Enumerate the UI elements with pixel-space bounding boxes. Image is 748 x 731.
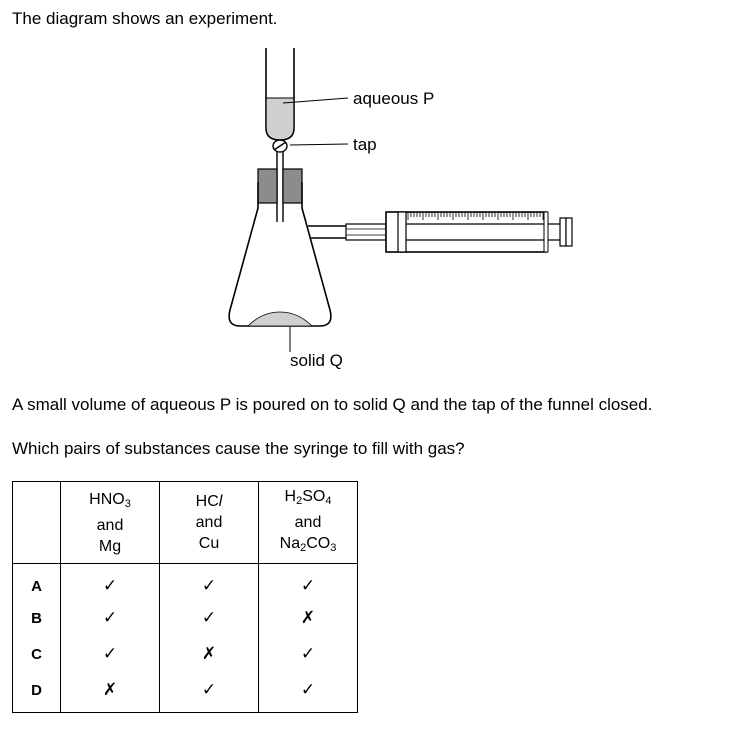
header-col-3-and: and [294,514,322,531]
tap [273,140,287,152]
cross-mark: ✗ [259,600,358,636]
row-letter: A [13,564,61,601]
table-row [13,672,358,713]
conical-flask [229,182,348,326]
row-letter: C [13,636,61,672]
answer-table [12,481,358,713]
header-blank [13,482,61,564]
tick-mark: ✓ [259,564,358,601]
tick-mark: ✓ [160,564,259,601]
stopper [258,169,302,203]
connector-tube [346,224,386,240]
instruction-paragraph: A small volume of aqueous P is poured on to solid Q and the tap of the funnel closed. [12,395,653,414]
tick-mark: ✓ [160,672,259,713]
aqueous-p-label: aqueous P [353,89,435,108]
row-letter: B [13,600,61,636]
header-col-3: $H_2SO_4$ and $Na_2CO_3$ [259,482,358,564]
header-col-1-metal: Mg [98,537,122,555]
tap-label: tap [353,135,377,154]
tick-mark: ✓ [259,672,358,713]
gas-syringe [386,212,572,252]
tick-mark: ✓ [61,636,160,672]
header-col-1: $HNO_3$ and Mg [61,482,160,564]
experiment-diagram [0,40,748,385]
table-row [13,636,358,672]
header-col-1-and: and [96,516,124,534]
tick-mark: ✓ [160,600,259,636]
tick-mark: ✓ [61,600,160,636]
tick-mark: ✓ [259,636,358,672]
header-col-2-metal: Cu [198,535,220,552]
question-paragraph: Which pairs of substances cause the syringe to fill with gas? [12,439,465,458]
cross-mark: ✗ [61,672,160,713]
header-col-2-and: and [195,514,223,531]
cross-mark: ✗ [160,636,259,672]
header-col-2: HCl and Cu [160,482,259,564]
table-row [13,564,358,601]
row-letter: D [13,672,61,713]
intro-text: The diagram shows an experiment. [12,9,278,28]
table-row [13,600,358,636]
solid-q-label: solid Q [290,351,343,370]
tick-mark: ✓ [61,564,160,601]
